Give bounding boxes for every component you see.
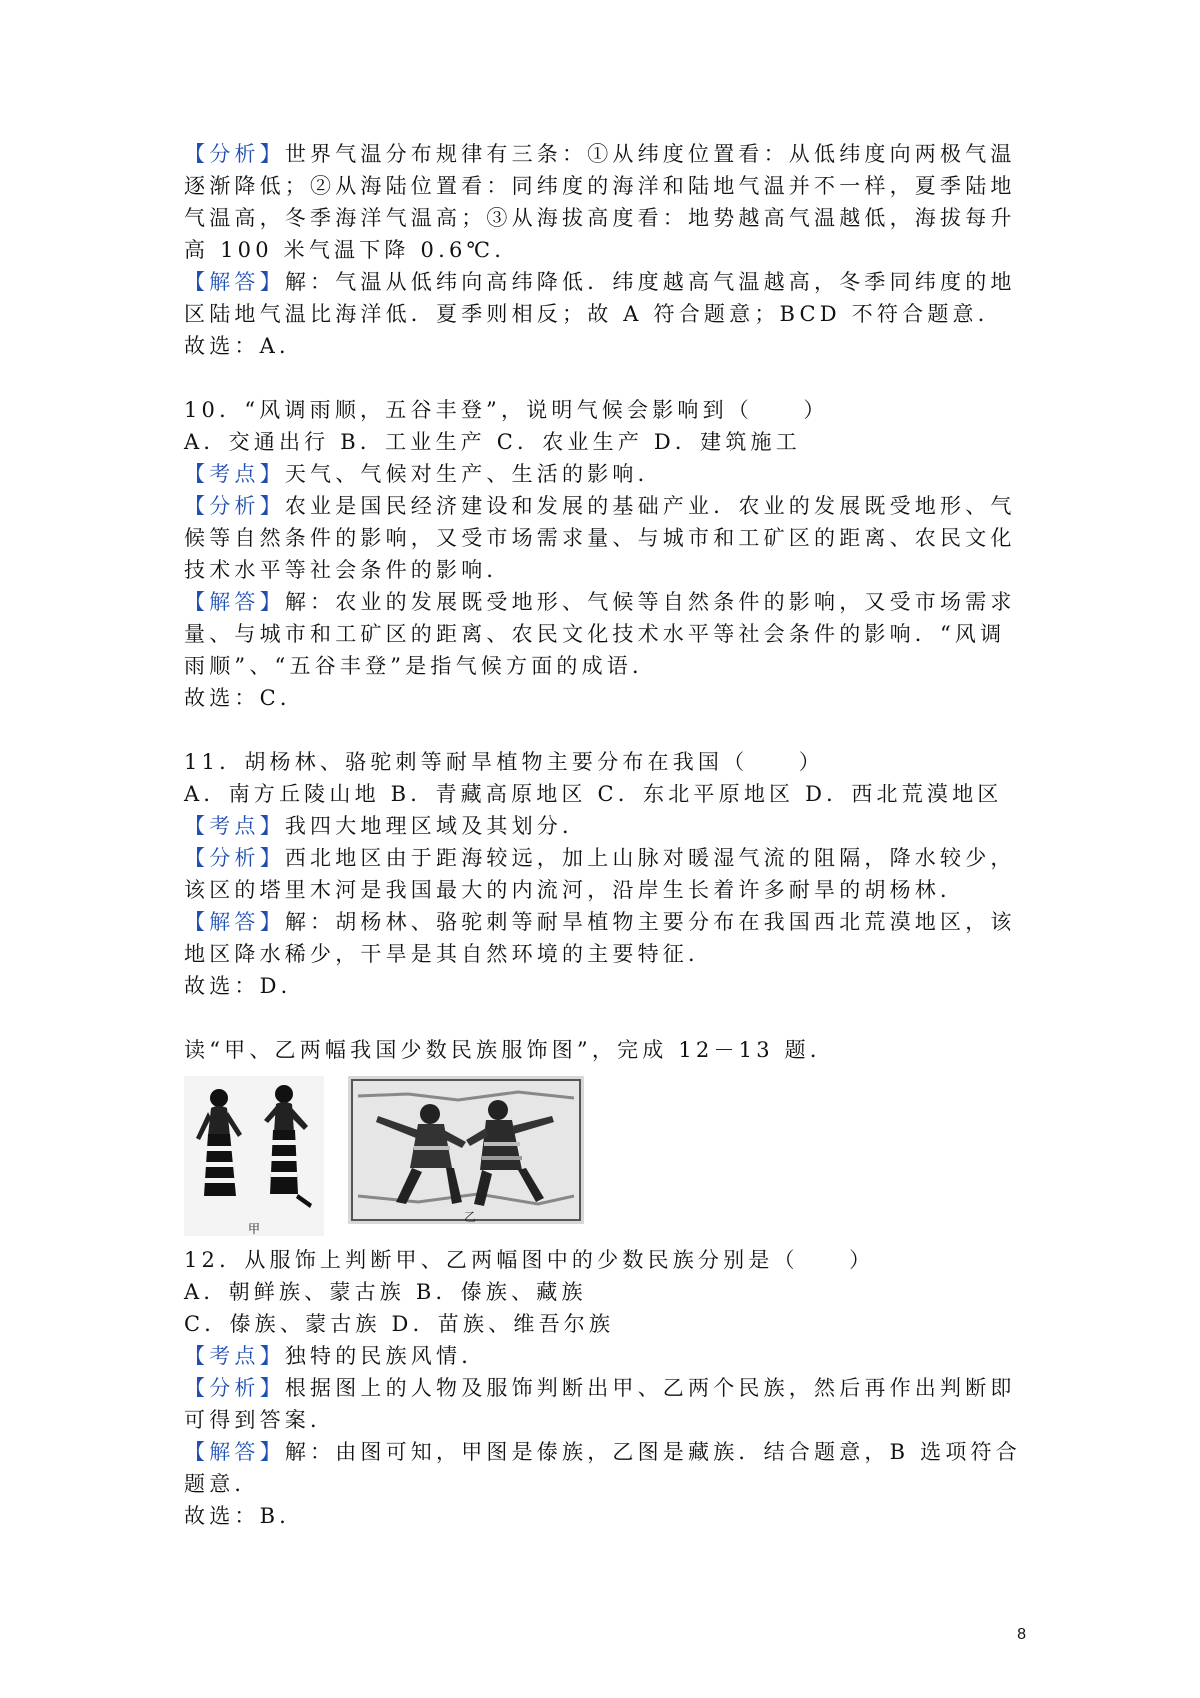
fenxi-tag: 【分析】 [184, 494, 285, 518]
q10-stem: 10．“风调雨顺，五谷丰登”，说明气候会影响到（ ） [184, 398, 829, 422]
kaodian-tag: 【考点】 [184, 814, 285, 838]
q12-stem: 12．从服饰上判断甲、乙两幅图中的少数民族分别是（ ） [184, 1248, 875, 1272]
q10-jieda-line-1: 【解答】解：农业的发展既受地形、气候等自然条件的影响，又受市场需求 [184, 590, 1016, 614]
costume-figure [184, 1076, 584, 1236]
q12-answer: 故选：B． [184, 1504, 305, 1528]
q12-fenxi-line-2: 可得到答案． [184, 1408, 336, 1432]
q11-answer: 故选：D． [184, 974, 306, 998]
q10-fenxi-line-2: 候等自然条件的影响，又受市场需求量、与城市和工矿区的距离、农民文化 [184, 526, 1016, 550]
page-number: 8 [1017, 1626, 1026, 1643]
kaodian-tag: 【考点】 [184, 462, 285, 486]
q11-fenxi-line-1: 【分析】西北地区由于距海较远，加上山脉对暖湿气流的阻隔，降水较少， [184, 846, 1016, 870]
q10-fenxi-line-1: 【分析】农业是国民经济建设和发展的基础产业．农业的发展既受地形、气 [184, 494, 1016, 518]
q11-stem: 11．胡杨林、骆驼刺等耐旱植物主要分布在我国（ ） [184, 750, 824, 774]
q11-options: A．南方丘陵山地 B．青藏高原地区 C．东北平原地区 D．西北荒漠地区 [184, 782, 1003, 806]
document-page [184, 138, 1024, 1532]
jieda-tag: 【解答】 [184, 910, 285, 934]
q9-fenxi-line-2: 逐渐降低；②从海陆位置看：同纬度的海洋和陆地气温并不一样，夏季陆地 [184, 174, 1016, 198]
reading-prompt: 读“甲、乙两幅我国少数民族服饰图”，完成 12－13 题． [184, 1038, 836, 1062]
figure-b-tibetan-dancers-image [348, 1076, 584, 1224]
q9-jieda-line-2: 区陆地气温比海洋低．夏季则相反；故 A 符合题意；BCD 不符合题意． [184, 302, 1003, 326]
fenxi-tag: 【分析】 [184, 142, 285, 166]
q10-jieda-line-3: 雨顺”、“五谷丰登”是指气候方面的成语． [184, 654, 658, 678]
q10-jieda-line-2: 量、与城市和工矿区的距离、农民文化技术水平等社会条件的影响．“风调 [184, 622, 1006, 646]
q11-fenxi-line-2: 该区的塔里木河是我国最大的内流河，沿岸生长着许多耐旱的胡杨林． [184, 878, 966, 902]
jieda-tag: 【解答】 [184, 590, 285, 614]
q9-fenxi-line-3: 气温高，冬季海洋气温高；③从海拔高度看：地势越高气温越低，海拔每升 [184, 206, 1016, 230]
q10-answer: 故选：C． [184, 686, 306, 710]
q9-jieda-line-1: 【解答】解：气温从低纬向高纬降低．纬度越高气温越高，冬季同纬度的地 [184, 270, 1016, 294]
q12-jieda-line-2: 题意． [184, 1472, 260, 1496]
figure-b-label: 乙 [464, 1210, 477, 1224]
q12-jieda-line-1: 【解答】解：由图可知，甲图是傣族，乙图是藏族．结合题意，B 选项符合 [184, 1440, 1021, 1464]
q11-jieda-line-2: 地区降水稀少，干旱是其自然环境的主要特征． [184, 942, 714, 966]
figure-a-label: 甲 [248, 1222, 261, 1236]
jieda-tag: 【解答】 [184, 1440, 285, 1464]
q11-kaodian: 【考点】我四大地理区域及其划分． [184, 814, 588, 838]
q12-kaodian: 【考点】独特的民族风情． [184, 1344, 487, 1368]
q9-answer: 故选：A． [184, 334, 305, 358]
q9-fenxi-line-4: 高 100 米气温下降 0.6℃. [184, 238, 506, 262]
q10-options: A．交通出行 B．工业生产 C．农业生产 D．建筑施工 [184, 430, 801, 454]
q10-kaodian: 【考点】天气、气候对生产、生活的影响． [184, 462, 663, 486]
q11-jieda-line-1: 【解答】解：胡杨林、骆驼刺等耐旱植物主要分布在我国西北荒漠地区，该 [184, 910, 1016, 934]
q9-fenxi-line-1: 【分析】世界气温分布规律有三条：①从纬度位置看：从低纬度向两极气温 [184, 142, 1016, 166]
q10-fenxi-line-3: 技术水平等社会条件的影响． [184, 558, 512, 582]
q12-options-line-1: A．朝鲜族、蒙古族 B．傣族、藏族 [184, 1280, 587, 1304]
q12-fenxi-line-1: 【分析】根据图上的人物及服饰判断出甲、乙两个民族，然后再作出判断即 [184, 1376, 1016, 1400]
fenxi-tag: 【分析】 [184, 846, 285, 870]
fenxi-tag: 【分析】 [184, 1376, 285, 1400]
figure-a-dai-women-image [184, 1076, 324, 1236]
q12-options-line-2: C．傣族、蒙古族 D．苗族、维吾尔族 [184, 1312, 615, 1336]
kaodian-tag: 【考点】 [184, 1344, 285, 1368]
jieda-tag: 【解答】 [184, 270, 285, 294]
